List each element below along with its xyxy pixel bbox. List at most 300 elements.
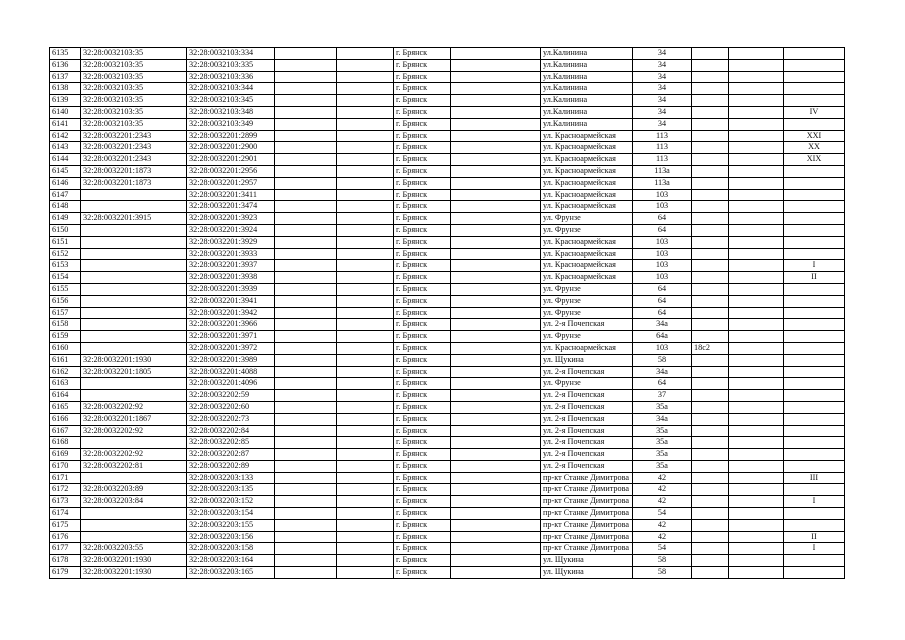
empty-cell-b — [337, 165, 394, 177]
house-number-cell: 64 — [633, 213, 692, 225]
building-cell — [692, 201, 729, 213]
building-cell — [692, 71, 729, 83]
city-cell: г. Брянск — [394, 413, 451, 425]
empty-cell-b — [337, 354, 394, 366]
house-number-cell: 103 — [633, 272, 692, 284]
object-cadastral-cell: 32:28:0032201:4096 — [187, 378, 275, 390]
room-number-cell — [784, 248, 845, 260]
empty-cell-b — [337, 248, 394, 260]
table-row — [50, 567, 845, 579]
room-number-cell — [784, 401, 845, 413]
house-number-cell: 35а — [633, 425, 692, 437]
land-parcel-cadastral-cell — [81, 378, 187, 390]
land-parcel-cadastral-cell — [81, 331, 187, 343]
room-number-cell — [784, 390, 845, 402]
object-cadastral-cell: 32:28:0032201:3929 — [187, 236, 275, 248]
empty-cell-c — [451, 331, 541, 343]
street-cell: пр-кт Станке Димитрова — [541, 519, 633, 531]
empty-cell-d — [729, 437, 784, 449]
empty-cell-b — [337, 59, 394, 71]
object-cadastral-cell: 32:28:0032103:344 — [187, 83, 275, 95]
empty-cell-d — [729, 260, 784, 272]
street-cell: ул. 2-я Почепская — [541, 366, 633, 378]
building-cell — [692, 248, 729, 260]
empty-cell-d — [729, 295, 784, 307]
row-number-cell: 6142 — [50, 130, 81, 142]
row-number-cell: 6137 — [50, 71, 81, 83]
empty-cell-b — [337, 449, 394, 461]
empty-cell-d — [729, 83, 784, 95]
room-number-cell — [784, 449, 845, 461]
row-number-cell: 6168 — [50, 437, 81, 449]
empty-cell-d — [729, 189, 784, 201]
empty-cell-a — [275, 142, 337, 154]
empty-cell-c — [451, 177, 541, 189]
empty-cell-c — [451, 342, 541, 354]
empty-cell-b — [337, 508, 394, 520]
empty-cell-c — [451, 531, 541, 543]
land-parcel-cadastral-cell: 32:28:0032103:35 — [81, 106, 187, 118]
land-parcel-cadastral-cell: 32:28:0032201:2343 — [81, 142, 187, 154]
building-cell — [692, 189, 729, 201]
row-number-cell: 6155 — [50, 283, 81, 295]
object-cadastral-cell: 32:28:0032203:154 — [187, 508, 275, 520]
empty-cell-d — [729, 354, 784, 366]
object-cadastral-cell: 32:28:0032202:60 — [187, 401, 275, 413]
empty-cell-b — [337, 342, 394, 354]
table-row — [50, 71, 845, 83]
building-cell — [692, 354, 729, 366]
table-row — [50, 165, 845, 177]
empty-cell-d — [729, 106, 784, 118]
city-cell: г. Брянск — [394, 449, 451, 461]
street-cell: ул. 2-я Почепская — [541, 413, 633, 425]
street-cell: ул.Калинина — [541, 83, 633, 95]
empty-cell-b — [337, 331, 394, 343]
land-parcel-cadastral-cell — [81, 390, 187, 402]
empty-cell-b — [337, 366, 394, 378]
street-cell: ул. Красноармейская — [541, 260, 633, 272]
land-parcel-cadastral-cell: 32:28:0032201:1930 — [81, 555, 187, 567]
empty-cell-d — [729, 508, 784, 520]
room-number-cell — [784, 283, 845, 295]
land-parcel-cadastral-cell: 32:28:0032201:1805 — [81, 366, 187, 378]
city-cell: г. Брянск — [394, 378, 451, 390]
empty-cell-b — [337, 472, 394, 484]
street-cell: пр-кт Станке Димитрова — [541, 496, 633, 508]
empty-cell-a — [275, 531, 337, 543]
land-parcel-cadastral-cell: 32:28:0032103:35 — [81, 71, 187, 83]
house-number-cell: 64 — [633, 224, 692, 236]
row-number-cell: 6153 — [50, 260, 81, 272]
land-parcel-cadastral-cell: 32:28:0032103:35 — [81, 48, 187, 60]
building-cell — [692, 177, 729, 189]
empty-cell-c — [451, 307, 541, 319]
room-number-cell — [784, 413, 845, 425]
object-cadastral-cell: 32:28:0032203:133 — [187, 472, 275, 484]
land-parcel-cadastral-cell: 32:28:0032201:1930 — [81, 567, 187, 579]
table-row — [50, 390, 845, 402]
empty-cell-b — [337, 401, 394, 413]
table-row — [50, 189, 845, 201]
land-parcel-cadastral-cell: 32:28:0032103:35 — [81, 118, 187, 130]
object-cadastral-cell: 32:28:0032201:3411 — [187, 189, 275, 201]
city-cell: г. Брянск — [394, 460, 451, 472]
row-number-cell: 6154 — [50, 272, 81, 284]
empty-cell-d — [729, 319, 784, 331]
city-cell: г. Брянск — [394, 189, 451, 201]
empty-cell-d — [729, 201, 784, 213]
object-cadastral-cell: 32:28:0032201:2900 — [187, 142, 275, 154]
empty-cell-c — [451, 59, 541, 71]
room-number-cell — [784, 331, 845, 343]
empty-cell-b — [337, 567, 394, 579]
street-cell: ул.Калинина — [541, 95, 633, 107]
empty-cell-a — [275, 307, 337, 319]
room-number-cell: I — [784, 543, 845, 555]
empty-cell-b — [337, 496, 394, 508]
house-number-cell: 34 — [633, 59, 692, 71]
object-cadastral-cell: 32:28:0032201:2901 — [187, 154, 275, 166]
house-number-cell: 34 — [633, 118, 692, 130]
row-number-cell: 6170 — [50, 460, 81, 472]
object-cadastral-cell: 32:28:0032201:3938 — [187, 272, 275, 284]
land-parcel-cadastral-cell — [81, 307, 187, 319]
empty-cell-a — [275, 472, 337, 484]
row-number-cell: 6159 — [50, 331, 81, 343]
building-cell — [692, 519, 729, 531]
empty-cell-b — [337, 83, 394, 95]
building-cell — [692, 106, 729, 118]
house-number-cell: 103 — [633, 236, 692, 248]
empty-cell-d — [729, 460, 784, 472]
room-number-cell: XX — [784, 142, 845, 154]
object-cadastral-cell: 32:28:0032201:3923 — [187, 213, 275, 225]
room-number-cell — [784, 201, 845, 213]
empty-cell-b — [337, 118, 394, 130]
empty-cell-c — [451, 460, 541, 472]
object-cadastral-cell: 32:28:0032202:85 — [187, 437, 275, 449]
table-row — [50, 508, 845, 520]
empty-cell-c — [451, 472, 541, 484]
street-cell: ул. Щукина — [541, 354, 633, 366]
building-cell — [692, 283, 729, 295]
city-cell: г. Брянск — [394, 484, 451, 496]
city-cell: г. Брянск — [394, 224, 451, 236]
city-cell: г. Брянск — [394, 425, 451, 437]
room-number-cell — [784, 224, 845, 236]
row-number-cell: 6139 — [50, 95, 81, 107]
table-row — [50, 106, 845, 118]
city-cell: г. Брянск — [394, 154, 451, 166]
empty-cell-b — [337, 189, 394, 201]
building-cell — [692, 331, 729, 343]
empty-cell-d — [729, 272, 784, 284]
house-number-cell: 54 — [633, 508, 692, 520]
empty-cell-d — [729, 59, 784, 71]
house-number-cell: 113а — [633, 177, 692, 189]
building-cell — [692, 95, 729, 107]
land-parcel-cadastral-cell: 32:28:0032202:92 — [81, 425, 187, 437]
street-cell: ул. Красноармейская — [541, 154, 633, 166]
empty-cell-c — [451, 283, 541, 295]
city-cell: г. Брянск — [394, 354, 451, 366]
house-number-cell: 34а — [633, 366, 692, 378]
empty-cell-a — [275, 224, 337, 236]
empty-cell-a — [275, 555, 337, 567]
row-number-cell: 6171 — [50, 472, 81, 484]
empty-cell-a — [275, 484, 337, 496]
room-number-cell — [784, 236, 845, 248]
land-parcel-cadastral-cell: 32:28:0032103:35 — [81, 59, 187, 71]
table-row — [50, 201, 845, 213]
street-cell: ул. Красноармейская — [541, 236, 633, 248]
row-number-cell: 6146 — [50, 177, 81, 189]
building-cell — [692, 378, 729, 390]
house-number-cell: 64 — [633, 307, 692, 319]
object-cadastral-cell: 32:28:0032203:155 — [187, 519, 275, 531]
room-number-cell — [784, 118, 845, 130]
street-cell: ул. Красноармейская — [541, 177, 633, 189]
empty-cell-a — [275, 213, 337, 225]
empty-cell-d — [729, 484, 784, 496]
building-cell — [692, 83, 729, 95]
house-number-cell: 64 — [633, 378, 692, 390]
street-cell: ул. Красноармейская — [541, 248, 633, 260]
house-number-cell: 64 — [633, 283, 692, 295]
table-row — [50, 142, 845, 154]
house-number-cell: 42 — [633, 531, 692, 543]
row-number-cell: 6169 — [50, 449, 81, 461]
empty-cell-b — [337, 260, 394, 272]
room-number-cell — [784, 95, 845, 107]
object-cadastral-cell: 32:28:0032203:152 — [187, 496, 275, 508]
room-number-cell — [784, 295, 845, 307]
empty-cell-d — [729, 177, 784, 189]
empty-cell-c — [451, 508, 541, 520]
empty-cell-a — [275, 59, 337, 71]
object-cadastral-cell: 32:28:0032103:348 — [187, 106, 275, 118]
empty-cell-b — [337, 201, 394, 213]
house-number-cell: 113 — [633, 154, 692, 166]
empty-cell-a — [275, 437, 337, 449]
house-number-cell: 34а — [633, 413, 692, 425]
room-number-cell — [784, 71, 845, 83]
row-number-cell: 6165 — [50, 401, 81, 413]
room-number-cell — [784, 83, 845, 95]
object-cadastral-cell: 32:28:0032201:4088 — [187, 366, 275, 378]
empty-cell-b — [337, 543, 394, 555]
house-number-cell: 58 — [633, 567, 692, 579]
city-cell: г. Брянск — [394, 71, 451, 83]
row-number-cell: 6156 — [50, 295, 81, 307]
street-cell: ул. Щукина — [541, 555, 633, 567]
object-cadastral-cell: 32:28:0032201:3933 — [187, 248, 275, 260]
land-parcel-cadastral-cell: 32:28:0032201:1873 — [81, 177, 187, 189]
empty-cell-a — [275, 189, 337, 201]
table-row — [50, 519, 845, 531]
house-number-cell: 42 — [633, 472, 692, 484]
building-cell: 18с2 — [692, 342, 729, 354]
building-cell — [692, 118, 729, 130]
land-parcel-cadastral-cell — [81, 531, 187, 543]
room-number-cell: I — [784, 260, 845, 272]
house-number-cell: 103 — [633, 342, 692, 354]
city-cell: г. Брянск — [394, 437, 451, 449]
table-row — [50, 59, 845, 71]
room-number-cell — [784, 425, 845, 437]
empty-cell-a — [275, 496, 337, 508]
room-number-cell: I — [784, 496, 845, 508]
empty-cell-c — [451, 555, 541, 567]
empty-cell-b — [337, 283, 394, 295]
house-number-cell: 34 — [633, 83, 692, 95]
object-cadastral-cell: 32:28:0032203:165 — [187, 567, 275, 579]
empty-cell-d — [729, 224, 784, 236]
table-row — [50, 472, 845, 484]
street-cell: ул. Красноармейская — [541, 130, 633, 142]
city-cell: г. Брянск — [394, 543, 451, 555]
land-parcel-cadastral-cell: 32:28:0032103:35 — [81, 95, 187, 107]
table-row — [50, 283, 845, 295]
row-number-cell: 6136 — [50, 59, 81, 71]
empty-cell-a — [275, 95, 337, 107]
city-cell: г. Брянск — [394, 366, 451, 378]
street-cell: ул. 2-я Почепская — [541, 390, 633, 402]
table-row — [50, 354, 845, 366]
house-number-cell: 34 — [633, 95, 692, 107]
empty-cell-b — [337, 295, 394, 307]
table-row — [50, 413, 845, 425]
house-number-cell: 42 — [633, 519, 692, 531]
row-number-cell: 6135 — [50, 48, 81, 60]
house-number-cell: 42 — [633, 496, 692, 508]
land-parcel-cadastral-cell — [81, 437, 187, 449]
room-number-cell — [784, 165, 845, 177]
city-cell: г. Брянск — [394, 283, 451, 295]
empty-cell-a — [275, 165, 337, 177]
city-cell: г. Брянск — [394, 496, 451, 508]
empty-cell-a — [275, 543, 337, 555]
empty-cell-c — [451, 165, 541, 177]
empty-cell-c — [451, 213, 541, 225]
building-cell — [692, 319, 729, 331]
street-cell: ул. 2-я Почепская — [541, 437, 633, 449]
empty-cell-a — [275, 71, 337, 83]
street-cell: ул. 2-я Почепская — [541, 319, 633, 331]
table-row — [50, 366, 845, 378]
empty-cell-d — [729, 331, 784, 343]
building-cell — [692, 307, 729, 319]
building-cell — [692, 413, 729, 425]
street-cell: ул. 2-я Почепская — [541, 425, 633, 437]
building-cell — [692, 213, 729, 225]
empty-cell-d — [729, 236, 784, 248]
house-number-cell: 58 — [633, 354, 692, 366]
empty-cell-b — [337, 519, 394, 531]
row-number-cell: 6147 — [50, 189, 81, 201]
empty-cell-c — [451, 83, 541, 95]
object-cadastral-cell: 32:28:0032201:3972 — [187, 342, 275, 354]
building-cell — [692, 567, 729, 579]
street-cell: ул. Красноармейская — [541, 142, 633, 154]
object-cadastral-cell: 32:28:0032202:87 — [187, 449, 275, 461]
object-cadastral-cell: 32:28:0032202:73 — [187, 413, 275, 425]
object-cadastral-cell: 32:28:0032202:89 — [187, 460, 275, 472]
empty-cell-d — [729, 555, 784, 567]
empty-cell-b — [337, 272, 394, 284]
city-cell: г. Брянск — [394, 59, 451, 71]
empty-cell-c — [451, 437, 541, 449]
land-parcel-cadastral-cell — [81, 319, 187, 331]
room-number-cell — [784, 508, 845, 520]
empty-cell-a — [275, 519, 337, 531]
street-cell: ул.Калинина — [541, 71, 633, 83]
room-number-cell — [784, 213, 845, 225]
house-number-cell: 35а — [633, 460, 692, 472]
building-cell — [692, 449, 729, 461]
empty-cell-b — [337, 307, 394, 319]
land-parcel-cadastral-cell — [81, 201, 187, 213]
city-cell: г. Брянск — [394, 83, 451, 95]
city-cell: г. Брянск — [394, 260, 451, 272]
empty-cell-a — [275, 390, 337, 402]
land-parcel-cadastral-cell: 32:28:0032201:2343 — [81, 130, 187, 142]
land-parcel-cadastral-cell: 32:28:0032203:84 — [81, 496, 187, 508]
empty-cell-d — [729, 496, 784, 508]
building-cell — [692, 236, 729, 248]
table-row — [50, 118, 845, 130]
empty-cell-c — [451, 543, 541, 555]
room-number-cell — [784, 48, 845, 60]
empty-cell-d — [729, 567, 784, 579]
empty-cell-b — [337, 531, 394, 543]
empty-cell-d — [729, 378, 784, 390]
land-parcel-cadastral-cell: 32:28:0032202:92 — [81, 449, 187, 461]
empty-cell-b — [337, 130, 394, 142]
empty-cell-c — [451, 425, 541, 437]
empty-cell-c — [451, 236, 541, 248]
table-row — [50, 130, 845, 142]
street-cell: ул. Фрунзе — [541, 224, 633, 236]
empty-cell-a — [275, 130, 337, 142]
street-cell: ул. Фрунзе — [541, 331, 633, 343]
street-cell: ул. Красноармейская — [541, 272, 633, 284]
street-cell: пр-кт Станке Димитрова — [541, 531, 633, 543]
street-cell: ул.Калинина — [541, 48, 633, 60]
building-cell — [692, 154, 729, 166]
building-cell — [692, 437, 729, 449]
empty-cell-b — [337, 390, 394, 402]
street-cell: ул. Красноармейская — [541, 165, 633, 177]
empty-cell-c — [451, 378, 541, 390]
empty-cell-a — [275, 354, 337, 366]
city-cell: г. Брянск — [394, 48, 451, 60]
land-parcel-cadastral-cell: 32:28:0032203:55 — [81, 543, 187, 555]
object-cadastral-cell: 32:28:0032202:84 — [187, 425, 275, 437]
house-number-cell: 42 — [633, 484, 692, 496]
empty-cell-b — [337, 425, 394, 437]
empty-cell-c — [451, 95, 541, 107]
empty-cell-c — [451, 248, 541, 260]
table-row — [50, 236, 845, 248]
city-cell: г. Брянск — [394, 342, 451, 354]
table-row — [50, 331, 845, 343]
table-row — [50, 342, 845, 354]
row-number-cell: 6144 — [50, 154, 81, 166]
street-cell: ул. Красноармейская — [541, 189, 633, 201]
empty-cell-c — [451, 130, 541, 142]
